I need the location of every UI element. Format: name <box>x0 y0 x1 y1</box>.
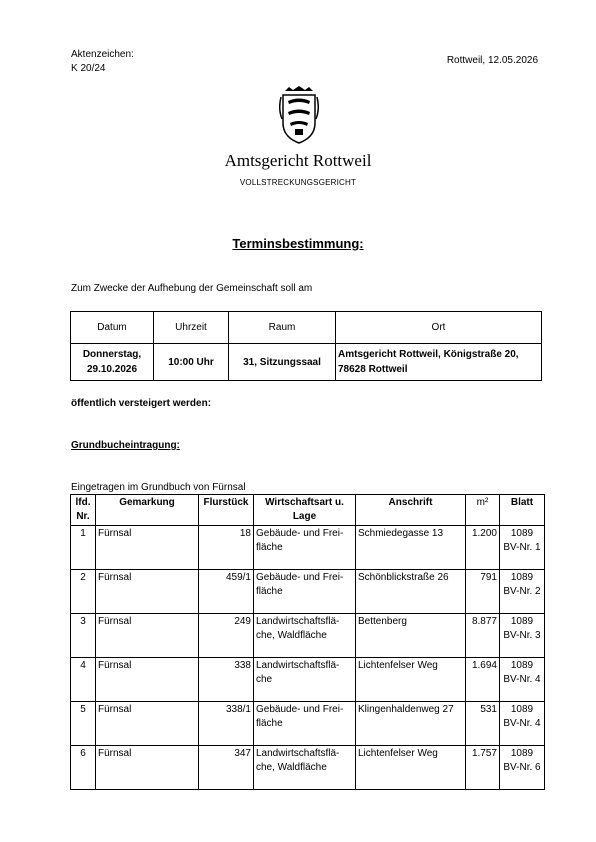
row-nr: 3 <box>71 614 96 658</box>
coat-of-arms-icon <box>279 85 319 145</box>
row-blatt: 1089 BV-Nr. 1 <box>500 526 545 570</box>
row-blatt: 1089 BV-Nr. 4 <box>500 702 545 746</box>
row-art: Gebäude- und Frei-fläche <box>254 526 356 570</box>
header-place: Ort <box>336 312 542 344</box>
appointment-row <box>71 344 542 381</box>
row-art: Landwirtschaftsflä-che <box>254 658 356 702</box>
header-qm: m² <box>466 495 500 526</box>
table-row <box>71 570 545 614</box>
row-flurstueck: 347 <box>199 746 254 790</box>
header-time: Uhrzeit <box>154 312 229 344</box>
row-anschrift: Bettenberg <box>356 614 466 658</box>
row-blatt: 1089 BV-Nr. 2 <box>500 570 545 614</box>
row-anschrift: Lichtenfelser Weg <box>356 658 466 702</box>
row-qm: 1.200 <box>466 526 500 570</box>
court-name: Amtsgericht Rottweil <box>224 151 372 170</box>
row-flurstueck: 249 <box>199 614 254 658</box>
header-blatt: Blatt <box>500 495 545 526</box>
header-room: Raum <box>229 312 336 344</box>
sale-text: öffentlich versteigert werden: <box>71 398 212 409</box>
case-reference-number: K 20/24 <box>71 63 106 74</box>
row-gemarkung: Fürnsal <box>96 526 199 570</box>
date-weekday: Donnerstag, <box>82 349 142 360</box>
row-blatt: 1089 BV-Nr. 4 <box>500 658 545 702</box>
row-gemarkung: Fürnsal <box>96 658 199 702</box>
row-qm: 791 <box>466 570 500 614</box>
appointment-date <box>71 344 154 381</box>
row-anschrift: Schönblickstraße 26 <box>356 570 466 614</box>
row-qm: 531 <box>466 702 500 746</box>
header-gemarkung: Gemarkung <box>96 495 199 526</box>
row-qm: 1.757 <box>466 746 500 790</box>
row-blatt: 1089 BV-Nr. 3 <box>500 614 545 658</box>
row-qm: 8.877 <box>466 614 500 658</box>
appointment-header-row <box>71 312 542 344</box>
row-art: Gebäude- und Frei-fläche <box>254 570 356 614</box>
row-nr: 2 <box>71 570 96 614</box>
row-blatt: 1089 BV-Nr. 6 <box>500 746 545 790</box>
row-flurstueck: 338/1 <box>199 702 254 746</box>
registered-in-text: Eingetragen im Grundbuch von Fürnsal <box>71 482 246 493</box>
table-row <box>71 658 545 702</box>
row-nr: 1 <box>71 526 96 570</box>
court-department: VOLLSTRECKUNGSGERICHT <box>239 178 357 187</box>
row-art: Gebäude- und Frei-fläche <box>254 702 356 746</box>
case-reference <box>71 48 134 76</box>
case-reference-label: Aktenzeichen: <box>71 49 134 60</box>
row-nr: 4 <box>71 658 96 702</box>
row-qm: 1.694 <box>466 658 500 702</box>
header-art: Wirtschaftsart u. Lage <box>254 495 356 526</box>
place-line2: 78628 Rottweil <box>338 364 408 375</box>
row-art: Landwirtschaftsflä-che, Waldfläche <box>254 614 356 658</box>
row-gemarkung: Fürnsal <box>96 614 199 658</box>
table-row <box>71 746 545 790</box>
parcels-header-row <box>71 495 545 526</box>
appointment-table <box>70 311 542 381</box>
appointment-time: 10:00 Uhr <box>154 344 229 381</box>
row-gemarkung: Fürnsal <box>96 570 199 614</box>
header-nr: lfd. Nr. <box>71 495 96 526</box>
row-nr: 6 <box>71 746 96 790</box>
row-art: Landwirtschaftsflä-che, Waldfläche <box>254 746 356 790</box>
place-date: Rottweil, 12.05.2026 <box>446 55 538 66</box>
header-flurstueck: Flurstück <box>199 495 254 526</box>
table-row <box>71 702 545 746</box>
intro-text: Zum Zwecke der Aufhebung der Gemeinschaft soll am <box>71 283 313 294</box>
document-title: Terminsbestimmung: <box>232 236 364 251</box>
place-line1: Amtsgericht Rottweil, Königstraße 20, <box>338 349 519 360</box>
table-row <box>71 526 545 570</box>
table-row <box>71 614 545 658</box>
row-gemarkung: Fürnsal <box>96 746 199 790</box>
row-flurstueck: 18 <box>199 526 254 570</box>
header-anschrift: Anschrift <box>356 495 466 526</box>
appointment-place <box>336 344 542 381</box>
land-register-heading: Grundbucheintragung: <box>71 440 180 451</box>
date-value: 29.10.2026 <box>86 364 138 375</box>
header-date: Datum <box>71 312 154 344</box>
parcels-table <box>70 494 545 790</box>
row-anschrift: Lichtenfelser Weg <box>356 746 466 790</box>
row-anschrift: Schmiedegasse 13 <box>356 526 466 570</box>
row-flurstueck: 338 <box>199 658 254 702</box>
appointment-room: 31, Sitzungssaal <box>229 344 336 381</box>
row-flurstueck: 459/1 <box>199 570 254 614</box>
row-nr: 5 <box>71 702 96 746</box>
row-anschrift: Klingenhaldenweg 27 <box>356 702 466 746</box>
row-gemarkung: Fürnsal <box>96 702 199 746</box>
